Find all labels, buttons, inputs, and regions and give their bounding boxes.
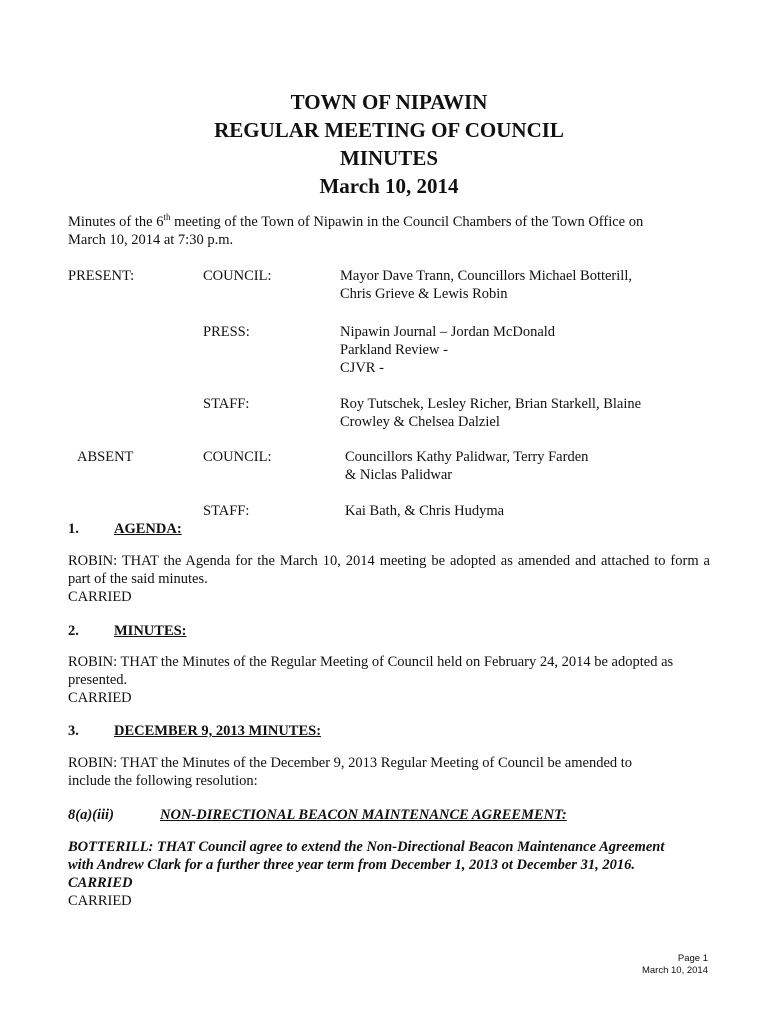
staff-label: STAFF:: [203, 396, 250, 412]
footer-date: March 10, 2014: [641, 965, 708, 976]
document-title: [0, 88, 770, 200]
intro-line-1: [68, 213, 643, 231]
absent-council-line-1: Councillors Kathy Palidwar, Terry Farden: [345, 449, 589, 465]
intro-line-2: March 10, 2014 at 7:30 p.m.: [68, 232, 234, 248]
section-2-result: CARRIED: [68, 690, 132, 706]
present-council-line-2: Chris Grieve & Lewis Robin: [340, 286, 508, 302]
staff-line-1: Roy Tutschek, Lesley Richer, Brian Starkell, Blaine: [340, 396, 642, 412]
intro-text-a: Minutes of the 6: [68, 214, 164, 230]
section-1-heading: AGENDA:: [114, 521, 182, 537]
absent-label: ABSENT: [77, 449, 134, 465]
resolution-number: 8(a)(iii): [68, 807, 114, 823]
press-line-3: CJVR -: [340, 360, 384, 376]
intro-text-b: meeting of the Town of Nipawin in the Council Chambers of the Town Office on: [170, 214, 644, 230]
section-3-motion-line-1: ROBIN: THAT the Minutes of the December 9, 2013 Regular Meeting of Council be amended to: [68, 755, 633, 771]
section-3-heading: DECEMBER 9, 2013 MINUTES:: [114, 723, 322, 739]
section-1-number: 1.: [68, 521, 79, 537]
title-meeting: REGULAR MEETING OF COUNCIL: [214, 118, 564, 142]
absent-council-line-2: & Niclas Palidwar: [345, 467, 453, 483]
title-minutes: MINUTES: [339, 146, 439, 170]
section-2-number: 2.: [68, 623, 79, 639]
title-town: TOWN OF NIPAWIN: [290, 90, 488, 114]
section-1-motion: ROBIN: THAT the Agenda for the March 10, 2014 meeting be adopted as amended and attached to form a part of the said minutes.: [68, 553, 710, 587]
title-date: March 10, 2014: [319, 174, 459, 198]
present-council-line-1: Mayor Dave Trann, Councillors Michael Botterill,: [340, 268, 632, 284]
resolution-result: CARRIED: [68, 875, 133, 891]
section-2-motion: ROBIN: THAT the Minutes of the Regular Meeting of Council held on February 24, 2014 be adopted as presented.: [68, 654, 674, 688]
present-label: PRESENT:: [68, 268, 135, 284]
absent-staff-label: STAFF:: [203, 503, 250, 519]
press-label: PRESS:: [203, 324, 250, 340]
absent-council-label: COUNCIL:: [203, 449, 272, 465]
footer-page-number: Page 1: [677, 953, 708, 964]
intro-superscript: th: [163, 212, 171, 223]
section-3-motion-line-2: include the following resolution:: [68, 773, 258, 789]
section-3-result: CARRIED: [68, 893, 132, 909]
press-line-1: Nipawin Journal – Jordan McDonald: [340, 324, 556, 340]
absent-staff-line-1: Kai Bath, & Chris Hudyma: [345, 503, 505, 519]
page-footer: [642, 953, 708, 977]
press-line-2: Parkland Review -: [340, 342, 448, 358]
resolution-heading: NON-DIRECTIONAL BEACON MAINTENANCE AGREEMENT:: [160, 807, 567, 823]
section-3-number: 3.: [68, 723, 79, 739]
section-2-heading: MINUTES:: [114, 623, 187, 639]
staff-line-2: Crowley & Chelsea Dalziel: [340, 414, 500, 430]
resolution-text-line-2: with Andrew Clark for a further three year term from December 1, 2013 ot December 31, 2016.: [68, 857, 635, 873]
present-council-label: COUNCIL:: [203, 268, 272, 284]
resolution-text-line-1: BOTTERILL: THAT Council agree to extend the Non-Directional Beacon Maintenance Agreement: [68, 839, 665, 855]
section-1-result: CARRIED: [68, 589, 132, 605]
